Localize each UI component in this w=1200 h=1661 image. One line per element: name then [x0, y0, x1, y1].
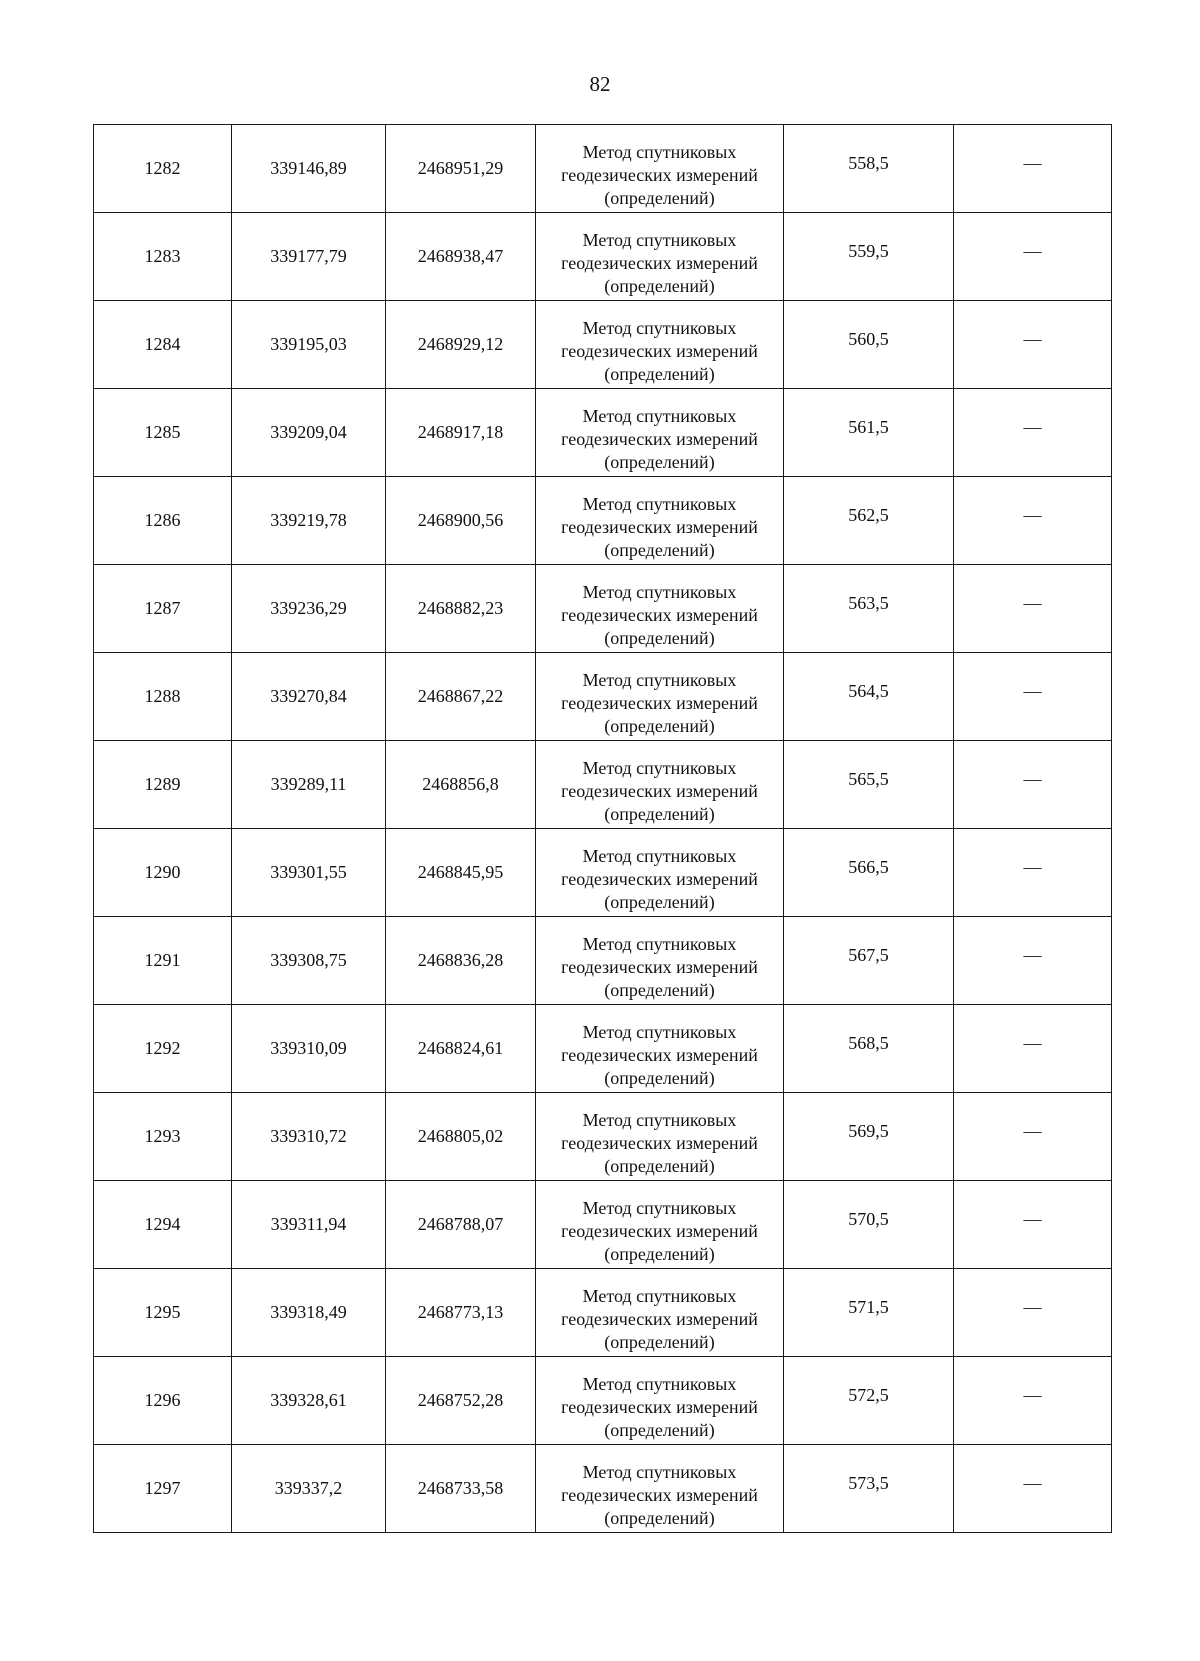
method-cell — [536, 917, 784, 1005]
method-line: геодезических измерений — [561, 1133, 758, 1153]
method-cell — [536, 1357, 784, 1445]
note-cell: — — [954, 1005, 1112, 1093]
method-line: Метод спутниковых — [582, 142, 737, 162]
y-coordinate-cell: 2468824,61 — [386, 1005, 536, 1093]
accuracy-cell: 560,5 — [784, 301, 954, 389]
method-line: (определений) — [604, 364, 715, 384]
x-coordinate-cell: 339310,09 — [232, 1005, 386, 1093]
point-number-cell: 1284 — [94, 301, 232, 389]
point-number-cell: 1296 — [94, 1357, 232, 1445]
point-number-cell: 1291 — [94, 917, 232, 1005]
note-cell: — — [954, 1357, 1112, 1445]
coordinates-table — [93, 124, 1112, 1533]
method-line: геодезических измерений — [561, 605, 758, 625]
x-coordinate-cell: 339311,94 — [232, 1181, 386, 1269]
x-coordinate-cell: 339146,89 — [232, 125, 386, 213]
accuracy-cell: 563,5 — [784, 565, 954, 653]
method-line: Метод спутниковых — [582, 758, 737, 778]
method-line: геодезических измерений — [561, 693, 758, 713]
note-cell: — — [954, 1093, 1112, 1181]
method-line: Метод спутниковых — [582, 1198, 737, 1218]
point-number-cell: 1286 — [94, 477, 232, 565]
y-coordinate-cell: 2468938,47 — [386, 213, 536, 301]
table-row — [94, 213, 1112, 301]
method-line: Метод спутниковых — [582, 230, 737, 250]
method-line: (определений) — [604, 188, 715, 208]
method-cell — [536, 477, 784, 565]
method-line: геодезических измерений — [561, 1309, 758, 1329]
method-line: (определений) — [604, 1420, 715, 1440]
method-line: (определений) — [604, 452, 715, 472]
y-coordinate-cell: 2468856,8 — [386, 741, 536, 829]
method-line: Метод спутниковых — [582, 494, 737, 514]
note-cell: — — [954, 741, 1112, 829]
method-line: (определений) — [604, 1244, 715, 1264]
y-coordinate-cell: 2468733,58 — [386, 1445, 536, 1533]
method-line: (определений) — [604, 540, 715, 560]
method-line: (определений) — [604, 716, 715, 736]
point-number-cell: 1287 — [94, 565, 232, 653]
method-line: Метод спутниковых — [582, 846, 737, 866]
table-row — [94, 565, 1112, 653]
x-coordinate-cell: 339270,84 — [232, 653, 386, 741]
accuracy-cell: 567,5 — [784, 917, 954, 1005]
accuracy-cell: 568,5 — [784, 1005, 954, 1093]
x-coordinate-cell: 339219,78 — [232, 477, 386, 565]
y-coordinate-cell: 2468929,12 — [386, 301, 536, 389]
method-cell — [536, 301, 784, 389]
accuracy-cell: 565,5 — [784, 741, 954, 829]
accuracy-cell: 559,5 — [784, 213, 954, 301]
x-coordinate-cell: 339318,49 — [232, 1269, 386, 1357]
accuracy-cell: 562,5 — [784, 477, 954, 565]
method-line: (определений) — [604, 1332, 715, 1352]
method-line: геодезических измерений — [561, 1485, 758, 1505]
x-coordinate-cell: 339308,75 — [232, 917, 386, 1005]
table-row — [94, 829, 1112, 917]
method-line: геодезических измерений — [561, 429, 758, 449]
point-number-cell: 1292 — [94, 1005, 232, 1093]
x-coordinate-cell: 339310,72 — [232, 1093, 386, 1181]
method-line: Метод спутниковых — [582, 934, 737, 954]
y-coordinate-cell: 2468773,13 — [386, 1269, 536, 1357]
method-line: геодезических измерений — [561, 341, 758, 361]
method-cell — [536, 125, 784, 213]
table-row — [94, 1357, 1112, 1445]
table-row — [94, 741, 1112, 829]
accuracy-cell: 570,5 — [784, 1181, 954, 1269]
note-cell: — — [954, 1181, 1112, 1269]
accuracy-cell: 572,5 — [784, 1357, 954, 1445]
method-line: Метод спутниковых — [582, 582, 737, 602]
accuracy-cell: 573,5 — [784, 1445, 954, 1533]
note-cell: — — [954, 829, 1112, 917]
table-row — [94, 917, 1112, 1005]
table-row — [94, 1093, 1112, 1181]
y-coordinate-cell: 2468788,07 — [386, 1181, 536, 1269]
accuracy-cell: 564,5 — [784, 653, 954, 741]
method-cell — [536, 1005, 784, 1093]
method-cell — [536, 741, 784, 829]
method-line: геодезических измерений — [561, 957, 758, 977]
y-coordinate-cell: 2468951,29 — [386, 125, 536, 213]
x-coordinate-cell: 339301,55 — [232, 829, 386, 917]
accuracy-cell: 558,5 — [784, 125, 954, 213]
page-number: 82 — [589, 72, 611, 96]
note-cell: — — [954, 565, 1112, 653]
y-coordinate-cell: 2468805,02 — [386, 1093, 536, 1181]
method-line: Метод спутниковых — [582, 1374, 737, 1394]
y-coordinate-cell: 2468845,95 — [386, 829, 536, 917]
method-line: Метод спутниковых — [582, 1462, 737, 1482]
y-coordinate-cell: 2468900,56 — [386, 477, 536, 565]
note-cell: — — [954, 301, 1112, 389]
method-line: (определений) — [604, 1156, 715, 1176]
point-number-cell: 1293 — [94, 1093, 232, 1181]
method-line: геодезических измерений — [561, 165, 758, 185]
y-coordinate-cell: 2468752,28 — [386, 1357, 536, 1445]
note-cell: — — [954, 653, 1112, 741]
method-line: геодезических измерений — [561, 781, 758, 801]
method-line: Метод спутниковых — [582, 318, 737, 338]
point-number-cell: 1282 — [94, 125, 232, 213]
method-cell — [536, 829, 784, 917]
point-number-cell: 1295 — [94, 1269, 232, 1357]
table-body — [94, 125, 1112, 1533]
method-cell — [536, 565, 784, 653]
y-coordinate-cell: 2468836,28 — [386, 917, 536, 1005]
method-line: (определений) — [604, 1508, 715, 1528]
point-number-cell: 1294 — [94, 1181, 232, 1269]
x-coordinate-cell: 339209,04 — [232, 389, 386, 477]
table-row — [94, 1181, 1112, 1269]
method-line: Метод спутниковых — [582, 406, 737, 426]
method-line: (определений) — [604, 980, 715, 1000]
method-cell — [536, 213, 784, 301]
method-line: геодезических измерений — [561, 1045, 758, 1065]
method-line: геодезических измерений — [561, 517, 758, 537]
method-line: Метод спутниковых — [582, 670, 737, 690]
method-line: Метод спутниковых — [582, 1022, 737, 1042]
method-cell — [536, 653, 784, 741]
note-cell: — — [954, 389, 1112, 477]
accuracy-cell: 569,5 — [784, 1093, 954, 1181]
y-coordinate-cell: 2468917,18 — [386, 389, 536, 477]
method-line: (определений) — [604, 276, 715, 296]
x-coordinate-cell: 339177,79 — [232, 213, 386, 301]
x-coordinate-cell: 339195,03 — [232, 301, 386, 389]
table-row — [94, 1005, 1112, 1093]
point-number-cell: 1290 — [94, 829, 232, 917]
point-number-cell: 1285 — [94, 389, 232, 477]
table-row — [94, 301, 1112, 389]
note-cell: — — [954, 1445, 1112, 1533]
x-coordinate-cell: 339236,29 — [232, 565, 386, 653]
note-cell: — — [954, 213, 1112, 301]
method-line: (определений) — [604, 804, 715, 824]
note-cell: — — [954, 1269, 1112, 1357]
method-line: геодезических измерений — [561, 1397, 758, 1417]
method-line: (определений) — [604, 628, 715, 648]
method-cell — [536, 389, 784, 477]
table-row — [94, 1269, 1112, 1357]
method-line: геодезических измерений — [561, 869, 758, 889]
table-row — [94, 653, 1112, 741]
x-coordinate-cell: 339328,61 — [232, 1357, 386, 1445]
point-number-cell: 1288 — [94, 653, 232, 741]
method-line: геодезических измерений — [561, 1221, 758, 1241]
method-cell — [536, 1269, 784, 1357]
method-cell — [536, 1445, 784, 1533]
point-number-cell: 1297 — [94, 1445, 232, 1533]
point-number-cell: 1283 — [94, 213, 232, 301]
method-cell — [536, 1093, 784, 1181]
note-cell: — — [954, 477, 1112, 565]
table-row — [94, 389, 1112, 477]
method-line: Метод спутниковых — [582, 1110, 737, 1130]
table-row — [94, 125, 1112, 213]
method-line: Метод спутниковых — [582, 1286, 737, 1306]
table-row — [94, 1445, 1112, 1533]
method-line: (определений) — [604, 1068, 715, 1088]
accuracy-cell: 566,5 — [784, 829, 954, 917]
accuracy-cell: 561,5 — [784, 389, 954, 477]
accuracy-cell: 571,5 — [784, 1269, 954, 1357]
point-number-cell: 1289 — [94, 741, 232, 829]
method-line: геодезических измерений — [561, 253, 758, 273]
method-line: (определений) — [604, 892, 715, 912]
note-cell: — — [954, 125, 1112, 213]
x-coordinate-cell: 339337,2 — [232, 1445, 386, 1533]
y-coordinate-cell: 2468882,23 — [386, 565, 536, 653]
table-row — [94, 477, 1112, 565]
method-cell — [536, 1181, 784, 1269]
note-cell: — — [954, 917, 1112, 1005]
y-coordinate-cell: 2468867,22 — [386, 653, 536, 741]
x-coordinate-cell: 339289,11 — [232, 741, 386, 829]
